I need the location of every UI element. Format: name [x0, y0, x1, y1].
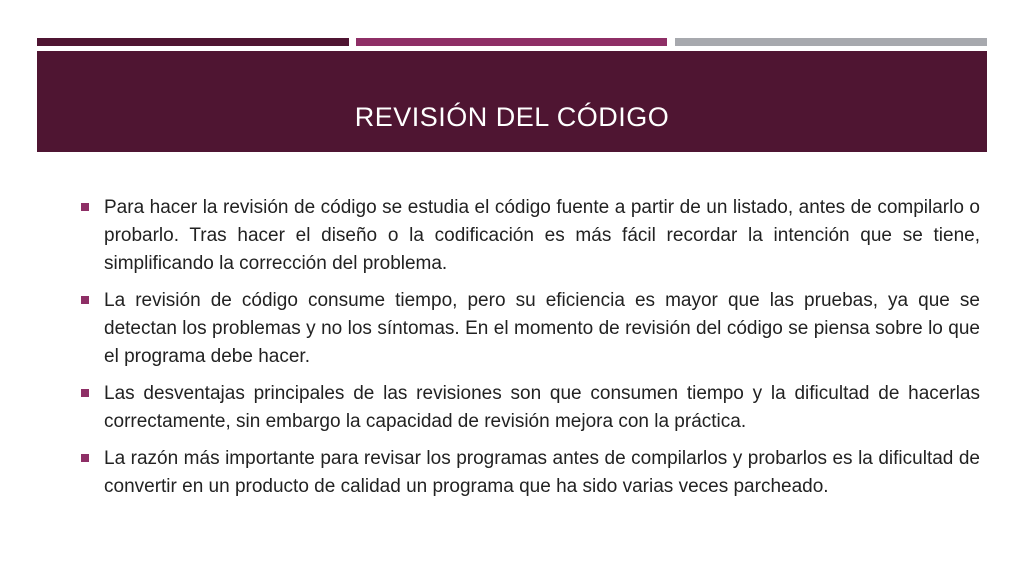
square-bullet-icon [81, 454, 89, 462]
bullet-text: Para hacer la revisión de código se estudia el código fuente a partir de un listado, antes de compilarlo o probarlo. Tras hacer el diseño o la codificación es más fácil recordar la intención que se tiene, simplificando la corrección del problema. [104, 197, 980, 274]
bullet-item [78, 287, 980, 371]
bullet-item [78, 194, 980, 278]
accent-bar-dark [37, 38, 349, 46]
square-bullet-icon [81, 389, 89, 397]
bullet-item [78, 380, 980, 436]
bullet-text: Las desventajas principales de las revisiones son que consumen tiempo y la dificultad de hacerlas correctamente, sin embargo la capacidad de revisión mejora con la práctica. [104, 383, 980, 432]
bullet-text: La revisión de código consume tiempo, pero su eficiencia es mayor que las pruebas, ya que se detectan los problemas y no los síntomas. En el momento de revisión del código se piensa sobre lo que el programa debe hacer. [104, 290, 980, 367]
accent-bar-magenta [356, 38, 667, 46]
square-bullet-icon [81, 296, 89, 304]
bullet-text: La razón más importante para revisar los programas antes de compilarlos y probarlos es la dificultad de convertir en un producto de calidad un programa que ha sido varias veces parcheado. [104, 448, 980, 497]
bullet-list [78, 194, 980, 510]
slide-title: REVISIÓN DEL CÓDIGO [354, 102, 670, 132]
bullet-item [78, 445, 980, 501]
accent-bar-gray [675, 38, 987, 46]
square-bullet-icon [81, 203, 89, 211]
